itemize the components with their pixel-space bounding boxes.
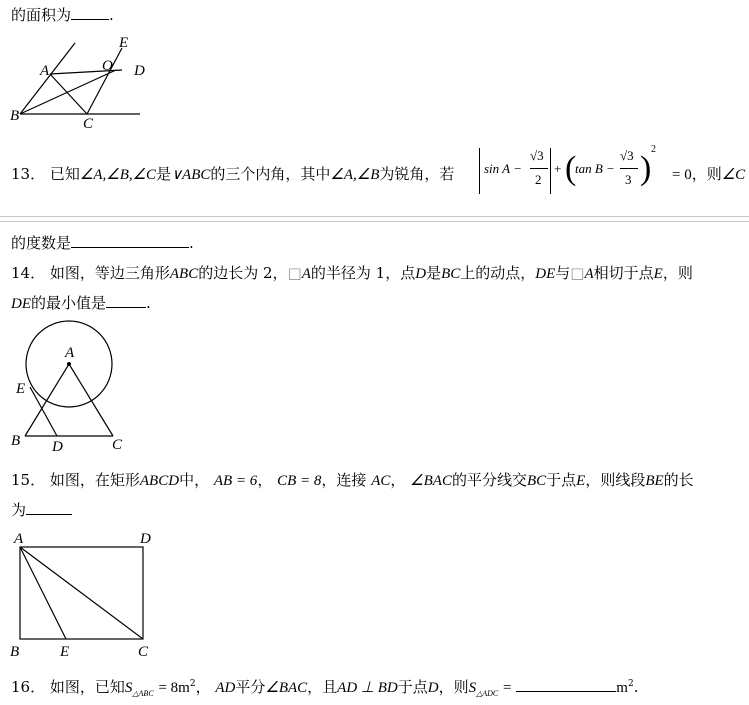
q14-line1: 14． 如图，等边三角形ABC的边长为 2，□A的半径为 1，点D是BC上的动点，DE与□A相切于点E，则 (11, 264, 693, 282)
label-a: A (40, 63, 50, 79)
answer-blank (26, 500, 72, 515)
page-separator-top (0, 216, 749, 217)
q15-line1: 15． 如图，在矩形ABCD中， AB = 6， CB = 8，连接 AC， ∠BAC的平分线交BC于点E，则线段BE的长 (11, 471, 694, 489)
label-b: B (10, 644, 20, 660)
label-e: E (60, 644, 70, 660)
q13-line-end: = 0，则∠C (672, 165, 746, 183)
label-e: E (16, 381, 26, 397)
label-b: B (10, 108, 20, 124)
label-a: A (65, 345, 75, 361)
label-c: C (138, 644, 149, 660)
label-d: D (134, 63, 145, 79)
answer-blank (106, 293, 146, 308)
q13-line: 13． 已知∠A,∠B,∠C是∨ABC的三个内角，其中∠A,∠B为锐角，若 (11, 165, 455, 183)
label-o: O (102, 58, 113, 74)
answer-blank (71, 5, 109, 20)
q12-tail-line: 的面积为 . (11, 6, 114, 24)
label-d: D (52, 439, 63, 455)
q13-formula: sin A − √3 2 + ( tan B − √3 3 ) 2 (479, 146, 679, 196)
figure-3 (0, 528, 165, 663)
label-c: C (83, 116, 94, 132)
q14-line2: DE的最小值是 . (11, 294, 151, 312)
label-c: C (112, 437, 123, 453)
answer-blank (516, 677, 616, 692)
q16-line: 16． 如图，已知$S_{\triangle ABC} = 8m^2$， AD平分∠BAC，且AD ⊥ BD于点D，则$S_{\triangle ADC} = m^2$. (11, 678, 639, 698)
label-b: B (11, 433, 21, 449)
q15-line2: 为 (11, 499, 72, 520)
q13-continuation: 的度数是 . (11, 234, 194, 252)
label-a: A (14, 531, 24, 547)
answer-blank (71, 233, 189, 248)
page-separator-bottom (0, 221, 749, 222)
figure-1 (0, 30, 160, 135)
label-d: D (140, 531, 151, 547)
figure-2 (0, 320, 140, 455)
label-e: E (119, 35, 129, 51)
